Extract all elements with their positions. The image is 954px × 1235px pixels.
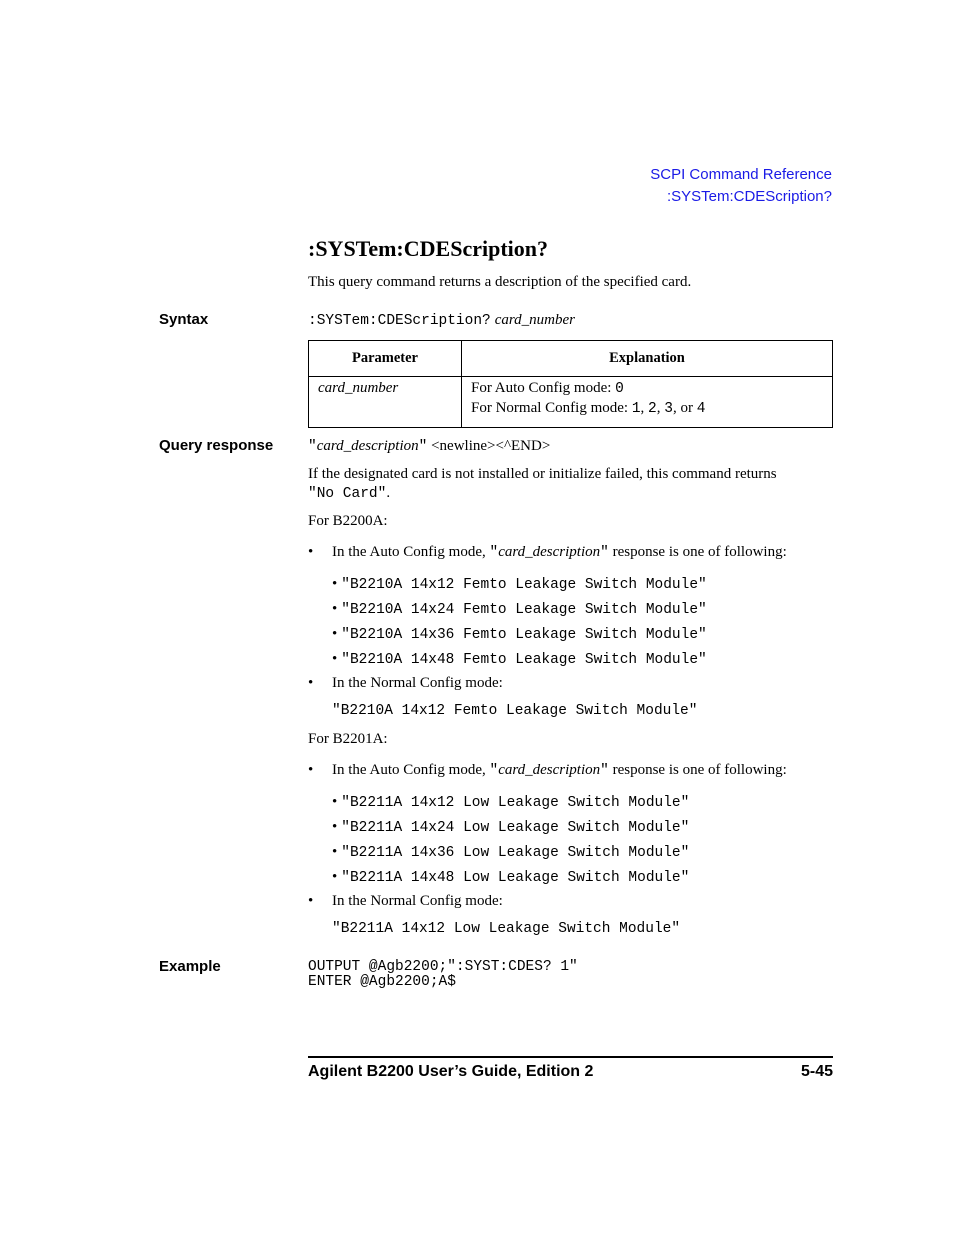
response-terminator: <newline><^END>	[427, 438, 551, 454]
table-row	[309, 377, 833, 428]
b2200a-normal-label: In the Normal Config mode:	[332, 675, 503, 691]
table-cell-parameter: card_number	[309, 377, 462, 428]
b2201a-heading: For B2201A:	[308, 731, 388, 747]
list-item: "B2211A 14x36 Low Leakage Switch Module"	[341, 845, 690, 861]
syntax-label: Syntax	[159, 311, 209, 328]
bullet-icon: •	[332, 576, 338, 592]
b2201a-auto-list-item	[332, 793, 689, 812]
b2201a-normal-value: "B2211A 14x12 Low Leakage Switch Module"	[332, 921, 681, 937]
auto-prefix: In the Auto Config mode,	[332, 762, 490, 778]
list-item: "B2210A 14x24 Femto Leakage Switch Module"	[341, 602, 707, 618]
bullet-icon: •	[332, 651, 338, 667]
footer-page-number: 5-45	[800, 1063, 833, 1080]
normal-mode-label: For Normal Config mode:	[471, 400, 632, 416]
query-response-label: Query response	[159, 437, 274, 454]
table-cell-explanation	[462, 377, 833, 428]
intro-text: This query command returns a description of the specified card.	[308, 274, 692, 290]
b2200a-normal-value: "B2210A 14x12 Femto Leakage Switch Module"	[332, 703, 698, 719]
quote: "	[600, 763, 609, 779]
running-header-section: SCPI Command Reference	[650, 166, 832, 183]
bullet-icon: •	[308, 762, 314, 778]
bullet-icon: •	[308, 893, 314, 909]
list-item: "B2211A 14x12 Low Leakage Switch Module"	[341, 795, 690, 811]
b2200a-heading: For B2200A:	[308, 513, 388, 529]
quote: "	[418, 439, 428, 455]
b2201a-auto-list-item	[332, 843, 689, 862]
list-item: "B2211A 14x48 Low Leakage Switch Module"	[341, 870, 690, 886]
no-card-code: "No Card"	[308, 486, 387, 502]
b2200a-normal-bullet	[308, 674, 503, 693]
footer-rule	[308, 1056, 833, 1058]
table-header-row	[309, 341, 833, 377]
list-item: "B2210A 14x48 Femto Leakage Switch Module"	[341, 652, 707, 668]
quote: "	[489, 545, 499, 561]
separator: ,	[640, 400, 649, 416]
b2201a-auto-list-item	[332, 868, 689, 887]
parameter-table	[308, 340, 833, 428]
auto-mode-value: 0	[615, 381, 624, 397]
syntax-argument: card_number	[494, 312, 576, 328]
b2201a-normal-bullet	[308, 892, 503, 911]
b2201a-normal-label: In the Normal Config mode:	[332, 893, 503, 909]
bullet-icon: •	[332, 601, 338, 617]
table-header-parameter: Parameter	[309, 341, 462, 377]
separator: ,	[656, 400, 665, 416]
quote: "	[489, 763, 499, 779]
b2201a-auto-bullet	[308, 761, 787, 780]
normal-value-1: 1	[631, 401, 641, 417]
auto-suffix: response is one of following:	[608, 544, 787, 560]
bullet-icon: •	[332, 844, 338, 860]
list-item: "B2210A 14x12 Femto Leakage Switch Module"	[341, 577, 707, 593]
auto-suffix: response is one of following:	[608, 762, 787, 778]
syntax-command: :SYSTem:CDEScription?	[308, 313, 491, 329]
b2200a-auto-list-item	[332, 600, 707, 619]
explanation-normal	[471, 399, 823, 419]
query-response-format	[308, 437, 550, 457]
explanation-auto	[471, 379, 823, 399]
response-argument: card_description	[316, 438, 419, 454]
b2200a-auto-bullet	[308, 543, 787, 562]
bullet-icon: •	[308, 675, 314, 691]
b2201a-auto-list-item	[332, 818, 689, 837]
normal-value-3: 3	[664, 401, 673, 417]
list-item: "B2211A 14x24 Low Leakage Switch Module"	[341, 820, 690, 836]
separator: , or	[672, 400, 697, 416]
b2200a-auto-text	[332, 543, 787, 563]
footer-guide-title: Agilent B2200 User’s Guide, Edition 2	[308, 1063, 594, 1080]
running-header-command: :SYSTem:CDEScription?	[666, 188, 832, 205]
b2200a-auto-list-item	[332, 575, 707, 594]
auto-prefix: In the Auto Config mode,	[332, 544, 490, 560]
quote: "	[600, 545, 609, 561]
bullet-icon: •	[332, 869, 338, 885]
period: .	[386, 485, 391, 501]
example-line: ENTER @Agb2200;A$	[308, 974, 456, 990]
normal-value-4: 4	[696, 401, 706, 417]
auto-argument: card_description	[498, 762, 601, 778]
example-line: OUTPUT @Agb2200;":SYST:CDES? 1"	[308, 959, 578, 975]
table-header-explanation: Explanation	[462, 341, 833, 377]
normal-value-2: 2	[648, 401, 657, 417]
b2200a-auto-list-item	[332, 650, 707, 669]
bullet-icon: •	[332, 819, 338, 835]
syntax-line	[308, 311, 575, 330]
page-title: :SYSTem:CDEScription?	[308, 236, 548, 261]
bullet-icon: •	[308, 544, 314, 560]
example-label: Example	[159, 958, 221, 975]
b2200a-auto-list-item	[332, 625, 707, 644]
auto-argument: card_description	[498, 544, 601, 560]
no-card-note	[308, 465, 833, 504]
bullet-icon: •	[332, 626, 338, 642]
b2201a-auto-text	[332, 761, 787, 781]
example-code	[308, 960, 578, 990]
quote: "	[308, 439, 317, 455]
list-item: "B2210A 14x36 Femto Leakage Switch Module"	[341, 627, 707, 643]
bullet-icon: •	[332, 794, 338, 810]
auto-mode-label: For Auto Config mode:	[471, 380, 616, 396]
no-card-note-text: If the designated card is not installed or initialize failed, this command returns	[308, 466, 777, 482]
